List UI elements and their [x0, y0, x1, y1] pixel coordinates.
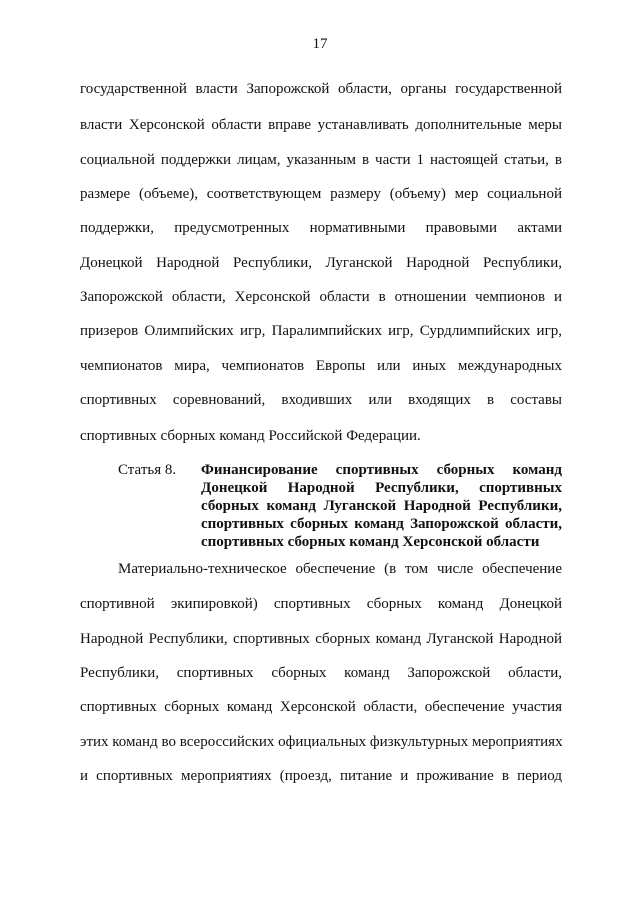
text-line: Донецкой Народной Республики, Луганской Народной Республики,	[80, 255, 562, 271]
text-line: и спортивных мероприятиях (проезд, питание и проживание в период	[80, 768, 562, 784]
text-line: спортивных сборных команд Российской Федерации.	[80, 428, 421, 444]
article-title-line: спортивных сборных команд Запорожской области,	[201, 516, 562, 532]
text-line: государственной власти Запорожской области, органы государственной	[80, 81, 562, 97]
page-number: 17	[312, 36, 328, 52]
text-line: этих команд во всероссийских официальных физкультурных мероприятиях	[80, 734, 563, 750]
text-line: Материально-техническое обеспечение (в том числе обеспечение	[118, 561, 562, 577]
text-line: призеров Олимпийских игр, Паралимпийских игр, Сурдлимпийских игр,	[80, 323, 562, 339]
text-line: Народной Республики, спортивных сборных команд Луганской Народной	[80, 631, 562, 647]
text-line: размере (объеме), соответствующем размеру (объему) мер социальной	[80, 186, 562, 202]
article-title	[201, 461, 562, 551]
text-line: Запорожской области, Херсонской области в отношении чемпионов и	[80, 289, 562, 305]
text-line: спортивных сборных команд Херсонской области, обеспечение участия	[80, 699, 562, 715]
text-line: спортивной экипировкой) спортивных сборных команд Донецкой	[80, 596, 562, 612]
text-line: социальной поддержки лицам, указанным в части 1 настоящей статьи, в	[80, 152, 562, 168]
text-line: Республики, спортивных сборных команд Запорожской области,	[80, 665, 562, 681]
text-line: спортивных соревнований, входивших или входящих в составы	[80, 392, 562, 408]
text-line: власти Херсонской области вправе устанавливать дополнительные меры	[80, 117, 562, 133]
text-line: поддержки, предусмотренных нормативными правовыми актами	[80, 220, 562, 236]
article-title-line: Донецкой Народной Республики, спортивных	[201, 480, 562, 496]
text-line: чемпионатов мира, чемпионатов Европы или иных международных	[80, 358, 562, 374]
article-title-line: Финансирование спортивных сборных команд	[201, 462, 562, 478]
article-title-line: спортивных сборных команд Херсонской области	[201, 534, 540, 550]
article-title-line: сборных команд Луганской Народной Республики,	[201, 498, 562, 514]
article-label: Статья 8.	[118, 462, 177, 478]
